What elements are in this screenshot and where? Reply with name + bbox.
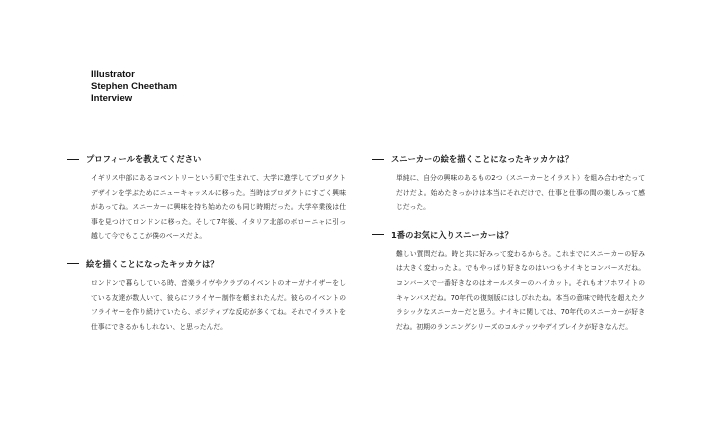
question-text: 1番のお気に入りスニーカーは？ [391, 229, 513, 240]
question-text: 絵を描くことになったキッカケは？ [86, 258, 219, 269]
dash-divider [372, 159, 384, 160]
question-heading [64, 258, 348, 270]
question-heading [369, 153, 645, 165]
qa-section [64, 153, 348, 244]
question-text: スニーカーの絵を描くことになったキッカケは？ [391, 154, 574, 164]
dash-divider [67, 263, 79, 264]
qa-section [369, 229, 645, 335]
left-column [64, 153, 348, 348]
masthead-type: Interview [91, 93, 133, 105]
masthead-role: Illustrator [91, 69, 135, 80]
answer-text: ロンドンで暮らしている時、音楽ライヴやクラブのイベントのオーガナイザーをしている友達が数人いて、彼らにフライヤー制作を頼まれたんだ。彼らのイベントのフライヤーを作り続けていたら、ポジティブな反応が多くてね。それでイラストを仕事にできるかもしれない、と思ったんだ。 [91, 278, 346, 331]
answer-text: 難しい質問だね。時と共に好みって変わるからさ。これまでにスニーカーの好みは大きく変わったよ。でもやっぱり好きなのはいつもナイキとコンバースだね。コンバースで一番好きなのはオールスターのハイカット。それもオフホワイトのキャンバスだね。70年代の復刻版にはしびれたね。本当の意味で時代を超えたクラシックなスニーカーだと思う。ナイキに関しては、70年代のスニーカーが好きだね。初期のランニングシリーズのコルテッツやデイブレイクが好きなんだ。 [396, 249, 645, 331]
dash-divider [372, 234, 384, 235]
question-heading [64, 153, 348, 165]
masthead [91, 69, 177, 106]
answer-text: 単純に、自分の興味のあるもの2つ（スニーカーとイラスト）を組み合わせたってだけだよ。始めたきっかけは本当にそれだけで、仕事と仕事の間の楽しみって感じだった。 [396, 174, 645, 212]
question-heading [369, 229, 645, 241]
masthead-name: Stephen Cheetham [91, 81, 178, 93]
answer-text: イギリス中部にあるコベントリーという町で生まれて、大学に進学してプロダクトデザインを学ぶためにニューキャッスルに移った。当時はプロダクトにすごく興味があってね。スニーカーに興味を持ち始めたのも同じ時期だった。大学卒業後は仕事を見つけてロンドンに移った。そして7年後、イタリア北部のボローニャに引っ越して今でもここが僕のベースだよ。 [91, 174, 346, 241]
right-column [369, 153, 645, 348]
qa-section [64, 258, 348, 334]
qa-section [369, 153, 645, 215]
dash-divider [67, 159, 79, 160]
question-text: プロフィールを教えてください [86, 154, 202, 164]
